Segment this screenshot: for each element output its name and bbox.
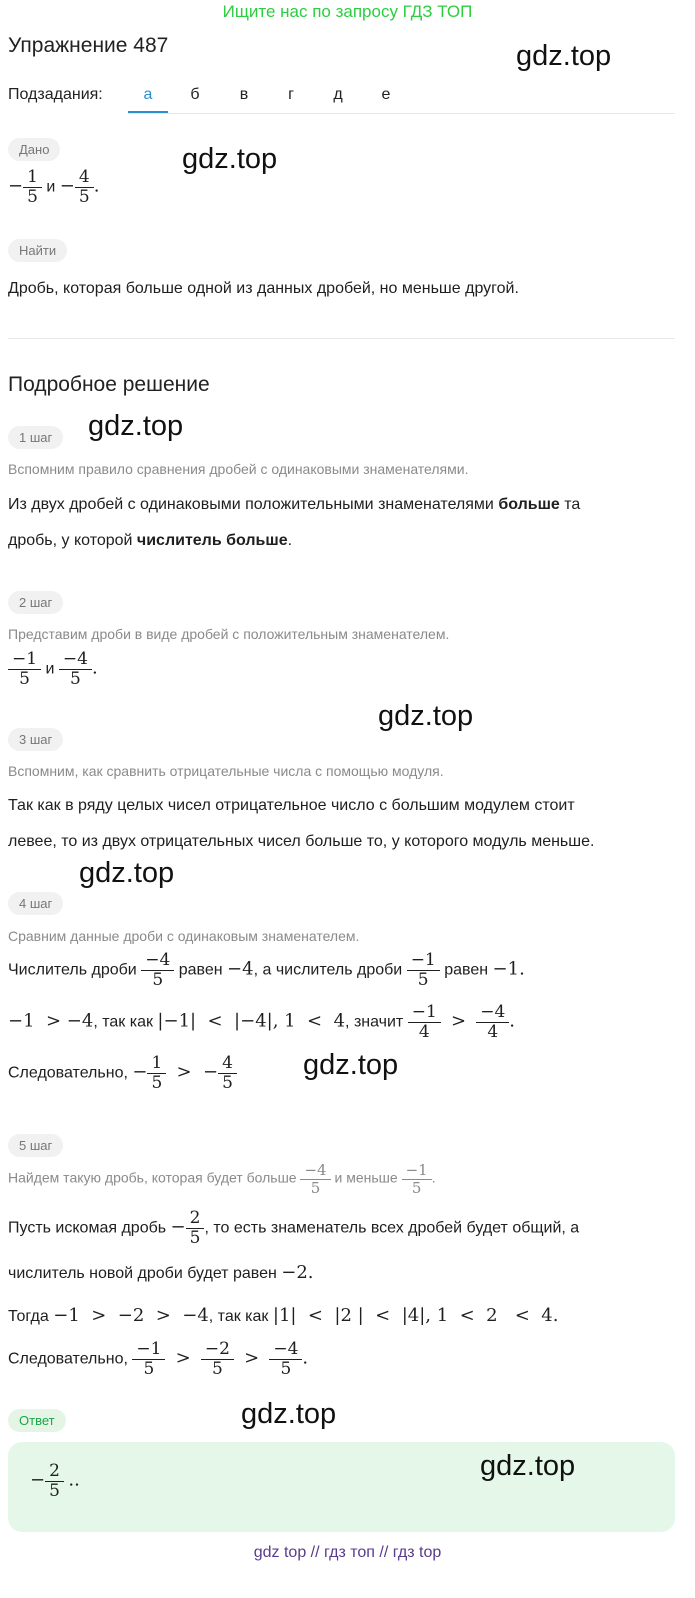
and-word: и [46, 178, 56, 196]
step3-badge [8, 728, 63, 751]
step3-hint: Вспомним, как сравнить отрицательные числа с помощью модуля. [8, 763, 444, 779]
step2-hint: Представим дроби в виде дробей с положительным знаменателем. [8, 626, 450, 642]
fraction: $\frac{-1}{4}$ [410, 1003, 439, 1041]
fraction: $\frac{2}{5}$ [47, 1462, 62, 1500]
step4-line1: Числитель дроби $\frac{-4}{5}$ равен −4, а числитель дроби $\frac{-1}{5}$ равен −1. [8, 950, 525, 990]
step1-line2: дробь, у которой числитель больше. [8, 532, 293, 549]
fraction: $\frac{-4}{5}$ [271, 1340, 300, 1378]
subtasks-label: Подзадания: [8, 86, 103, 103]
fraction: $\frac{-1}{5}$ [10, 650, 39, 688]
fraction: $\frac{1}{5}$ [25, 168, 40, 206]
fraction: $\frac{-4}{5}$ [61, 650, 90, 688]
watermark: gdz.top [516, 40, 612, 72]
tab-a[interactable]: а [143, 86, 153, 103]
given-badge [8, 138, 60, 161]
search-banner: Ищите нас по запросу ГДЗ ТОП [222, 2, 473, 21]
tab-g[interactable]: г [288, 86, 294, 103]
section-divider [8, 338, 675, 339]
step1-line1: Из двух дробей с одинаковыми положительными знаменателями больше та [8, 496, 581, 513]
solution-title: Подробное решение [8, 373, 210, 396]
answer-badge [8, 1409, 66, 1432]
footer-links: gdz top // гдз топ // гдз top [253, 1544, 442, 1561]
step4-line2: −1 > −4, так как |−1| < |−4|, 1 < 4, значит $\frac{-1}{4}$ > $\frac{-4}{4}$ . [8, 1002, 516, 1042]
step3-line2: левее, то из двух отрицательных чисел больше то, у которого модуль меньше. [8, 833, 595, 850]
fraction: $\frac{-1}{5}$ [404, 1162, 430, 1196]
find-text: Дробь, которая больше одной из данных дробей, но меньше другой. [8, 280, 519, 297]
tab-b[interactable]: б [190, 86, 200, 103]
watermark: gdz.top [303, 1049, 399, 1081]
tab-d[interactable]: д [333, 86, 343, 103]
step2-badge [8, 591, 63, 614]
watermark: gdz.top [79, 857, 175, 889]
fraction: $\frac{1}{5}$ [149, 1054, 164, 1092]
step4-badge [8, 892, 63, 915]
fraction: $\frac{-4}{5}$ [143, 951, 172, 989]
fraction: $\frac{4}{5}$ [220, 1054, 235, 1092]
step5-line3: Тогда −1 > −2 > −4, так как |1| < |2 | < |4|, 1 < 2 < 4. [8, 1305, 559, 1326]
step5-line4: Следовательно, $\frac{-1}{5}$ > $\frac{-2}{5}$ > $\frac{-4}{5}$ . [8, 1339, 309, 1379]
step5-line1: Пусть искомая дробь − $\frac{2}{5}$ , то есть знаменатель всех дробей будет общий, а [8, 1208, 580, 1248]
step1-hint: Вспомним правило сравнения дробей с одинаковыми знаменателями. [8, 461, 469, 477]
watermark: gdz.top [182, 143, 278, 175]
given-label: Дано [8, 138, 60, 161]
fraction: $\frac{-2}{5}$ [203, 1340, 232, 1378]
watermark: gdz.top [480, 1450, 576, 1482]
step5-label: 5 шаг [8, 1134, 63, 1157]
fraction: $\frac{2}{5}$ [188, 1209, 203, 1247]
find-label: Найти [8, 239, 67, 262]
fraction: $\frac{-4}{4}$ [478, 1003, 507, 1041]
step5-line2: числитель новой дроби будет равен −2. [8, 1262, 314, 1283]
page-title: Упражнение 487 [8, 34, 169, 57]
fraction: $\frac{-4}{5}$ [302, 1162, 328, 1196]
step4-line3: Следовательно, − $\frac{1}{5}$ > − $\frac{4}{5}$ [8, 1054, 237, 1092]
fraction: $\frac{-1}{5}$ [134, 1340, 163, 1378]
step2-fractions: $\frac{-1}{5}$ и $\frac{-4}{5}$ . [8, 650, 98, 688]
step1-label: 1 шаг [8, 426, 63, 449]
step1-badge [8, 426, 63, 449]
answer-value: − $\frac{2}{5}$ .. [30, 1461, 80, 1501]
step5-hint: Найдем такую дробь, которая будет больше $\frac{-4}{5}$ и меньше $\frac{-1}{5}$ . [8, 1161, 436, 1197]
answer-label: Ответ [8, 1409, 66, 1432]
footer-link[interactable]: гдз top [392, 1544, 442, 1561]
fraction: $\frac{-1}{5}$ [409, 951, 438, 989]
step5-badge [8, 1134, 63, 1157]
tab-v[interactable]: в [239, 86, 249, 103]
step2-label: 2 шаг [8, 591, 63, 614]
watermark: gdz.top [378, 700, 474, 732]
watermark: gdz.top [241, 1398, 337, 1430]
tabs-divider [128, 113, 675, 114]
tab-e[interactable]: е [381, 86, 391, 103]
fraction: $\frac{4}{5}$ [77, 168, 92, 206]
given-fractions: − $\frac{1}{5}$ и − $\frac{4}{5}$ . [8, 167, 100, 207]
footer-link[interactable]: гдз топ [324, 1544, 375, 1561]
find-badge [8, 239, 67, 262]
watermark: gdz.top [88, 410, 184, 442]
footer-link[interactable]: gdz top [253, 1544, 307, 1561]
step4-label: 4 шаг [8, 892, 63, 915]
step3-label: 3 шаг [8, 728, 63, 751]
step4-hint: Сравним данные дроби с одинаковым знаменателем. [8, 928, 360, 944]
step3-line1: Так как в ряду целых чисел отрицательное число с большим модулем стоит [8, 797, 575, 814]
